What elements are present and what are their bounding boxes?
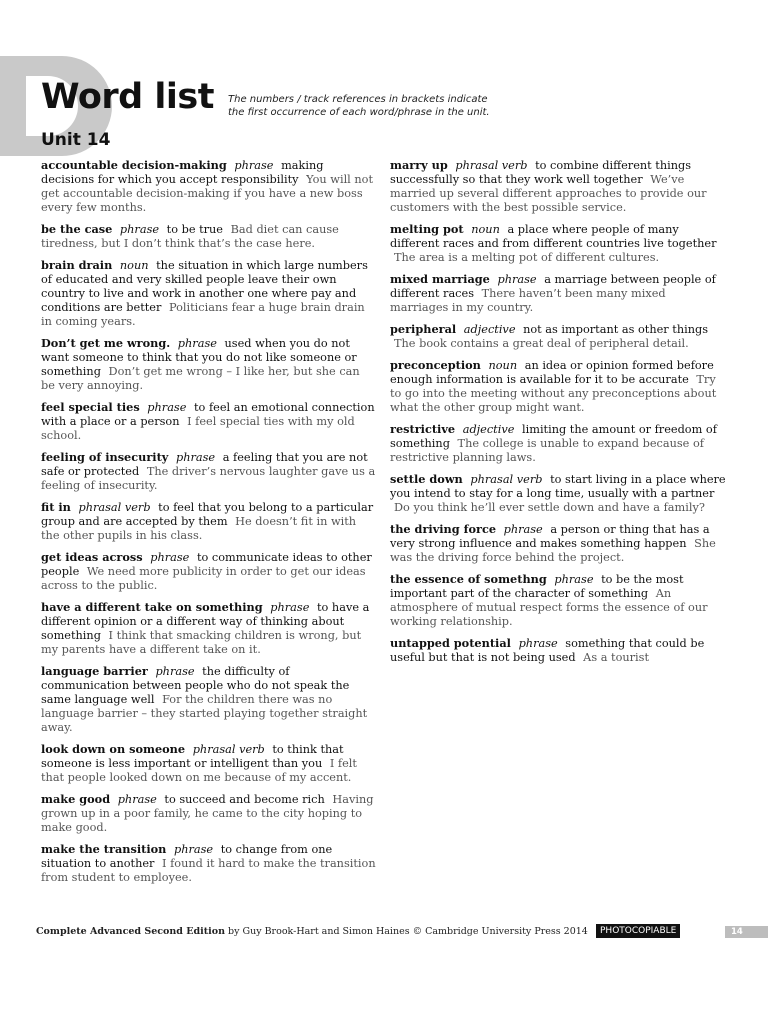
header-note <box>228 93 528 119</box>
definition: to start living in a place where you intend to stay for a long time, usually with a partner <box>390 473 726 500</box>
headword: language barrier <box>41 664 148 678</box>
headword: have a different take on something <box>41 600 263 614</box>
headword: mixed marriage <box>390 272 490 286</box>
definition: to change from one situation to another <box>41 843 333 870</box>
headword: look down on someone <box>41 742 186 756</box>
example-sentence: Try to go into the meeting without any preconceptions about what the other group might want. <box>390 373 717 414</box>
word-entry <box>390 158 726 215</box>
part-of-speech: phrase <box>497 273 537 286</box>
header-note-line-1: The numbers / track references in brackets indicate <box>228 94 488 105</box>
part-of-speech: phrase <box>554 573 594 586</box>
example-sentence: We need more publicity in order to get our ideas across to the public. <box>41 565 366 592</box>
part-of-speech: noun <box>471 223 500 236</box>
word-list-left-column <box>41 158 377 892</box>
part-of-speech: phrase <box>150 551 190 564</box>
part-of-speech: phrasal verb <box>470 473 543 486</box>
example-sentence: There haven’t been many mixed marriages in my country. <box>390 287 666 314</box>
example-sentence: As a tourist <box>583 651 650 664</box>
headword: brain drain <box>41 258 113 272</box>
part-of-speech: phrase <box>177 337 217 350</box>
page-number-tab <box>725 926 768 938</box>
definition: to have a different opinion or a different way of thinking about something <box>41 601 370 642</box>
definition: a feeling that you are not safe or protected <box>41 451 368 478</box>
example-sentence: The driver’s nervous laughter gave us a feeling of insecurity. <box>41 465 376 492</box>
headword: fit in <box>41 500 71 514</box>
unit-heading: Unit 14 <box>41 130 111 150</box>
example-sentence: I found it hard to make the transition from student to employee. <box>41 857 376 884</box>
definition: to communicate ideas to other people <box>41 551 372 578</box>
part-of-speech: phrase <box>155 665 195 678</box>
part-of-speech: adjective <box>463 323 516 336</box>
part-of-speech: phrase <box>117 793 157 806</box>
headword: accountable decision-making <box>41 158 227 172</box>
word-entry <box>390 522 726 565</box>
word-entry <box>390 272 726 315</box>
part-of-speech: phrasal verb <box>192 743 265 756</box>
example-sentence: Bad diet can cause tiredness, but I don’t think that’s the case here. <box>41 223 339 250</box>
example-sentence: We’ve married up several different approaches to provide our customers with the best possible service. <box>390 173 707 214</box>
headword: settle down <box>390 472 463 486</box>
headword: peripheral <box>390 322 457 336</box>
header-note-line-2: the first occurrence of each word/phrase in the unit. <box>228 107 490 118</box>
word-entry <box>41 336 377 393</box>
definition: the situation in which large numbers of educated and very skilled people leave their own country to live and work in another one where pay and conditions are better <box>41 259 368 314</box>
definition: to be the most important part of the character of something <box>390 573 684 600</box>
footer-copyright: by Guy Brook-Hart and Simon Haines © Cambridge University Press 2014 <box>228 926 588 937</box>
word-entry <box>41 550 377 593</box>
definition: used when you do not want someone to think that you do not like someone or something <box>41 337 357 378</box>
part-of-speech: phrase <box>270 601 310 614</box>
part-of-speech: phrase <box>173 843 214 856</box>
headword: make the transition <box>41 842 167 856</box>
footer-credit <box>36 926 588 937</box>
definition: making decisions for which you accept responsibility <box>41 159 324 186</box>
definition: not as important as other things <box>523 323 709 336</box>
example-sentence: Don’t get me wrong – I like her, but she can be very annoying. <box>41 365 360 392</box>
definition: an idea or opinion formed before enough information is available for it to be accurate <box>390 359 714 386</box>
word-entry <box>390 636 726 665</box>
page-number: 14 <box>731 927 743 937</box>
definition: something that could be useful but that is not being used <box>390 637 705 664</box>
word-entry <box>390 358 726 415</box>
part-of-speech: phrase <box>147 401 187 414</box>
example-sentence: Having grown up in a poor family, he came to the city hoping to make good. <box>41 793 374 834</box>
headword: the essence of somethng <box>390 572 547 586</box>
footer-book-title: Complete Advanced Second Edition <box>36 926 225 937</box>
example-sentence: An atmosphere of mutual respect forms the essence of our working relationship. <box>390 587 708 628</box>
example-sentence: Politicians fear a huge brain drain in coming years. <box>41 301 365 328</box>
example-sentence: The book contains a great deal of peripheral detail. <box>394 337 689 350</box>
headword: Don’t get me wrong. <box>41 336 171 350</box>
headword: untapped potential <box>390 636 511 650</box>
headword: melting pot <box>390 222 464 236</box>
definition: to combine different things successfully so that they work well together <box>390 159 692 186</box>
headword: preconception <box>390 358 481 372</box>
part-of-speech: adjective <box>462 423 515 436</box>
headword: make good <box>41 792 111 806</box>
word-entry <box>41 742 377 785</box>
definition: to think that someone is less important or intelligent than you <box>41 743 344 770</box>
word-entry <box>390 572 726 629</box>
headword: restrictive <box>390 422 456 436</box>
word-entry <box>41 664 377 735</box>
part-of-speech: phrase <box>175 451 216 464</box>
word-entry <box>41 842 377 885</box>
example-sentence: I felt that people looked down on me because of my accent. <box>41 757 357 784</box>
part-of-speech: phrase <box>518 637 558 650</box>
part-of-speech: noun <box>119 259 149 272</box>
word-entry <box>41 258 377 329</box>
example-sentence: Do you think he’ll ever settle down and have a family? <box>394 501 705 514</box>
word-entry <box>390 472 726 515</box>
headword: marry up <box>390 158 448 172</box>
part-of-speech: phrasal verb <box>455 159 528 172</box>
example-sentence: I feel special ties with my old school. <box>41 415 355 442</box>
part-of-speech: phrase <box>234 159 274 172</box>
word-entry <box>390 422 726 465</box>
example-sentence: I think that smacking children is wrong, but my parents have a different take on it. <box>41 629 362 656</box>
word-entry <box>41 158 377 215</box>
part-of-speech: phrase <box>119 223 160 236</box>
definition: to be true <box>166 223 223 236</box>
definition: a person or thing that has a very strong influence and makes something happen <box>390 523 710 550</box>
definition: to succeed and become rich <box>164 793 325 806</box>
example-sentence: For the children there was no language barrier – they started playing together straight away. <box>41 693 368 734</box>
headword: get ideas across <box>41 550 143 564</box>
word-entry <box>390 222 726 265</box>
word-entry <box>41 500 377 543</box>
photocopiable-badge: PHOTOCOPIABLE <box>596 924 680 938</box>
headword: the driving force <box>390 522 497 536</box>
part-of-speech: noun <box>488 359 518 372</box>
word-entry <box>41 222 377 251</box>
example-sentence: The area is a melting pot of different cultures. <box>394 251 660 264</box>
example-sentence: The college is unable to expand because of restrictive planning laws. <box>390 437 704 464</box>
example-sentence: You will not get accountable decision-making if you have a new boss every few months. <box>41 173 374 214</box>
word-entry <box>390 322 726 351</box>
part-of-speech: phrase <box>503 523 543 536</box>
definition: to feel an emotional connection with a place or a person <box>41 401 375 428</box>
word-entry <box>41 400 377 443</box>
example-sentence: She was the driving force behind the project. <box>390 537 716 564</box>
example-sentence: He doesn’t fit in with the other pupils in his class. <box>41 515 357 542</box>
headword: feel special ties <box>41 400 140 414</box>
part-of-speech: phrasal verb <box>78 501 151 514</box>
definition: limiting the amount or freedom of something <box>390 423 717 450</box>
word-entry <box>41 792 377 835</box>
word-list-right-column <box>390 158 726 672</box>
word-entry <box>41 450 377 493</box>
headword: feeling of insecurity <box>41 450 169 464</box>
definition: the difficulty of communication between people who do not speak the same language well <box>41 665 350 706</box>
definition: a place where people of many different races and from different countries live together <box>390 223 717 250</box>
word-entry <box>41 600 377 657</box>
definition: a marriage between people of different races <box>390 273 716 300</box>
definition: to feel that you belong to a particular group and are accepted by them <box>41 501 374 528</box>
page-title: Word list <box>41 77 214 117</box>
headword: be the case <box>41 222 113 236</box>
